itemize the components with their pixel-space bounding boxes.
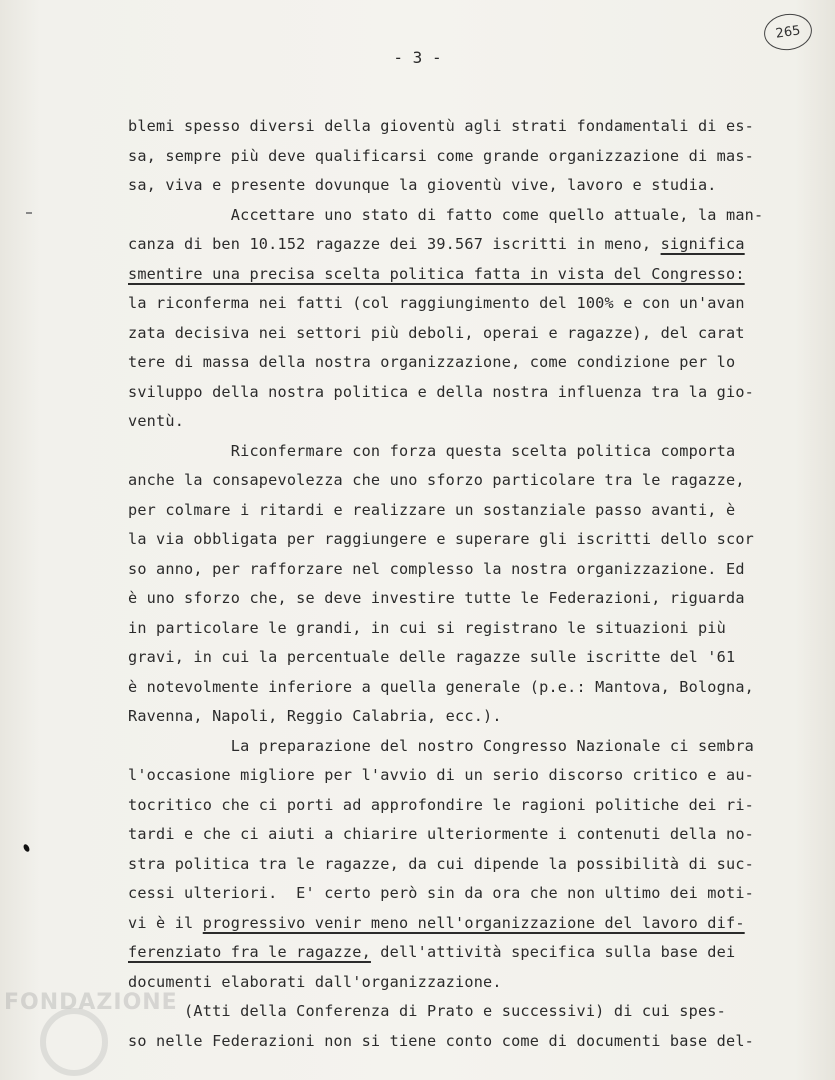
typewritten-body [128,112,788,1056]
line-text: la via obbligata per raggiungere e superare gli iscritti dello scor [128,530,755,548]
line-text: l'occasione migliore per l'avvio di un serio discorso critico e au- [128,766,755,784]
line-text: (Atti della Conferenza di Prato e successivi) di cui spes- [128,1002,726,1020]
line-text: canza di ben 10.152 ragazze dei 39.567 iscritti in meno, [128,235,661,253]
text-line [128,230,788,260]
line-text: stra politica tra le ragazze, da cui dipende la possibilità di suc- [128,854,755,873]
text-line [128,850,788,880]
line-text: è notevolmente inferiore a quella generale (p.e.: Mantova, Bologna, [128,677,755,696]
text-line [128,319,788,349]
text-line [128,496,788,526]
line-text: la riconferma nei fatti (col raggiungimento del 100% e con un'avan [128,294,745,312]
line-text: Ravenna, Napoli, Reggio Calabria, ecc.). [128,707,502,725]
line-text: blemi spesso diversi della gioventù agli strati fondamentali di es- [128,117,755,135]
text-line [128,289,788,319]
line-text: in particolare le grandi, in cui si registrano le situazioni più [128,618,726,637]
text-line [128,348,788,378]
line-text: tocritico che ci porti ad approfondire le ragioni politiche dei ri- [128,795,755,814]
text-line [128,112,788,142]
text-line [128,673,788,703]
line-text: tardi e che ci aiuti a chiarire ulteriormente i contenuti della no- [128,825,755,843]
line-text: so nelle Federazioni non si tiene conto come di documenti base del- [128,1031,755,1050]
text-line [128,466,788,496]
underlined-text: ferenziato fra le ragazze, [128,943,371,961]
line-text: dell'attività specifica sulla base dei [370,943,736,961]
watermark: FONDAZIONE [4,990,178,1015]
line-text: sa, sempre più deve qualificarsi come grande organizzazione di mas- [128,146,755,165]
line-text: sviluppo della nostra politica e della nostra influenza tra la gio- [128,382,755,401]
text-line [128,732,788,762]
text-line [128,525,788,555]
text-line [128,142,788,172]
line-text: cessi ulteriori. E' certo però sin da ora che non ultimo dei moti- [128,884,755,902]
text-line [128,643,788,673]
text-line [128,614,788,644]
underlined-text: smentire una precisa scelta politica fatta in vista del Congresso: [128,264,745,283]
line-text: ventù. [128,412,185,430]
text-line [128,407,788,437]
line-text: zata decisiva nei settori più deboli, operai e ragazze), del carat [128,323,745,342]
line-text: La preparazione del nostro Congresso Nazionale ci sembra [128,736,755,755]
text-line [128,584,788,614]
text-line [128,702,788,732]
line-text: Riconfermare con forza questa scelta politica comporta [128,441,736,460]
line-text: anche la consapevolezza che uno sforzo particolare tra le ragazze, [128,471,745,489]
line-text: per colmare i ritardi e realizzare un sostanziale passo avanti, è [128,500,736,519]
text-line [128,171,788,201]
underlined-text: significa [660,235,745,253]
text-line [128,437,788,467]
text-line [128,260,788,290]
text-line [128,909,788,939]
text-line [128,761,788,791]
ink-mark [22,843,30,852]
margin-mark [26,212,32,214]
line-text: sa, viva e presente dovunque la gioventù vive, lavoro e studia. [128,176,717,194]
text-line [128,997,788,1027]
line-text: so anno, per rafforzare nel complesso la nostra organizzazione. Ed [128,559,745,578]
text-line [128,201,788,231]
text-line [128,555,788,585]
line-text: vi è il [128,913,203,932]
text-line [128,820,788,850]
watermark-logo-icon [40,1008,108,1076]
underlined-text: progressivo venir meno nell'organizzazione del lavoro dif- [202,913,745,932]
line-text: documenti elaborati dall'organizzazione. [128,972,502,991]
line-text: è uno sforzo che, se deve investire tutte le Federazioni, riguarda [128,589,745,607]
line-text: tere di massa della nostra organizzazione, come condizione per lo [128,353,736,371]
line-text: Accettare uno stato di fatto come quello attuale, la man- [128,205,764,224]
text-line [128,968,788,998]
text-line [128,938,788,968]
text-line [128,791,788,821]
page-number: - 3 - [393,48,442,67]
line-text: gravi, in cui la percentuale delle ragazze sulle iscritte del '61 [128,648,736,666]
text-line [128,1027,788,1057]
text-line [128,378,788,408]
archive-stamp: 265 [762,11,815,53]
text-line [128,879,788,909]
